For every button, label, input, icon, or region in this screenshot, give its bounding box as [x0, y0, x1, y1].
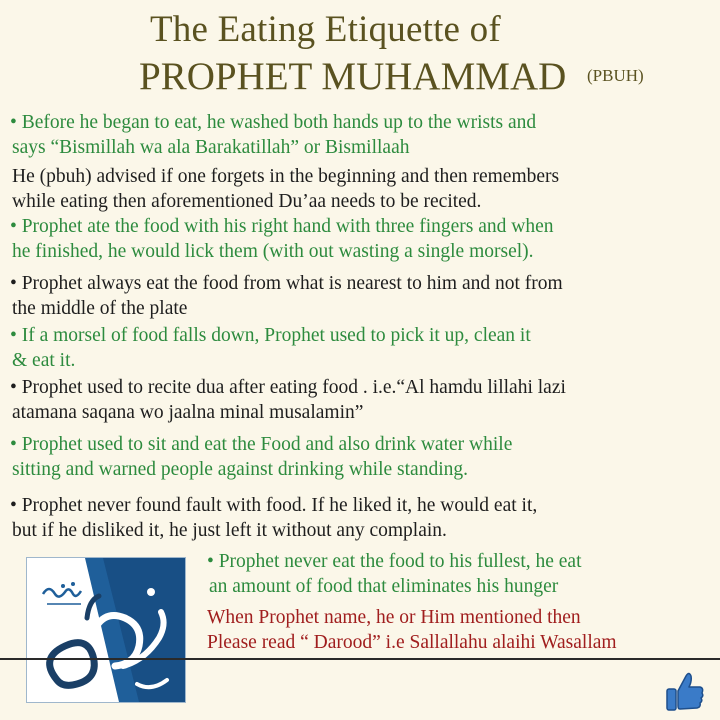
text-line: says “Bismillah wa ala Barakatillah” or Bismillaah: [12, 137, 410, 158]
title-suffix: (PBUH): [587, 66, 644, 85]
text-line: the middle of the plate: [12, 298, 188, 319]
text-line: • Prophet used to recite dua after eating food . i.e.“Al hamdu lillahi lazi: [10, 377, 566, 398]
etiquette-item-nearest-food: [10, 271, 716, 321]
text-line: Please read “ Darood” i.e Sallallahu alaihi Wasallam: [207, 632, 617, 653]
etiquette-note-forgetting: [10, 164, 716, 214]
etiquette-item-right-hand: [10, 214, 716, 264]
title-line-2: PROPHET MUHAMMAD: [139, 55, 567, 98]
text-line: • Prophet never eat the food to his fullest, he eat: [207, 551, 582, 572]
text-line: sitting and warned people against drinking while standing.: [12, 459, 468, 480]
text-line: • Prophet always eat the food from what is nearest to him and not from: [10, 273, 563, 294]
text-line: he finished, he would lick them (with out wasting a single morsel).: [12, 241, 534, 262]
text-line: When Prophet name, he or Him mentioned then: [207, 607, 581, 628]
text-line: & eat it.: [12, 350, 76, 371]
etiquette-item-sit-eat-drink: [10, 432, 716, 482]
bottom-divider: [0, 658, 720, 660]
etiquette-item-dua-after: [10, 375, 716, 425]
text-line: • Prophet ate the food with his right hand with three fingers and when: [10, 216, 554, 237]
text-line: • Prophet never found fault with food. If he liked it, he would eat it,: [10, 495, 538, 516]
etiquette-item-no-fault: [10, 493, 716, 543]
etiquette-item-wash-hands: [10, 110, 716, 160]
title-line-1: The Eating Etiquette of: [150, 9, 501, 50]
thumbs-up-icon: [666, 670, 704, 712]
text-line: atamana saqana wo jaalna minal musalamin”: [12, 402, 364, 423]
text-line: an amount of food that eliminates his hunger: [209, 576, 559, 597]
text-line: He (pbuh) advised if one forgets in the beginning and then remembers: [12, 166, 560, 187]
text-line: while eating then aforementioned Du’aa needs to be recited.: [12, 191, 482, 212]
text-line: but if he disliked it, he just left it without any complain.: [12, 520, 447, 541]
text-line: • Before he began to eat, he washed both hands up to the wrists and: [10, 112, 537, 133]
etiquette-item-fallen-morsel: [10, 323, 716, 373]
muhammad-calligraphy-icon: [26, 557, 186, 703]
etiquette-item-not-fullest: [207, 549, 717, 599]
text-line: • Prophet used to sit and eat the Food and also drink water while: [10, 434, 513, 455]
darood-reminder: [207, 605, 719, 655]
calligraphy-artwork: [27, 558, 185, 702]
text-line: • If a morsel of food falls down, Prophet used to pick it up, clean it: [10, 325, 531, 346]
